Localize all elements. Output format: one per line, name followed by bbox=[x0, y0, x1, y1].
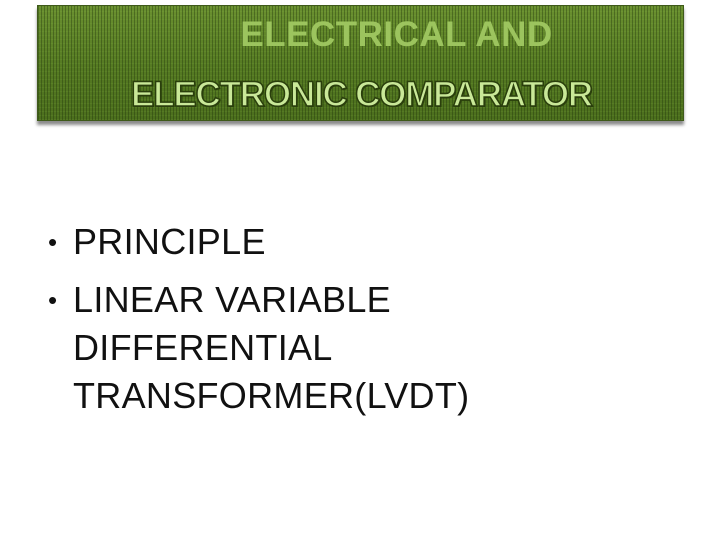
bullet-list bbox=[48, 218, 688, 430]
title-banner bbox=[37, 5, 684, 121]
slide-title-line1: ELECTRICAL AND bbox=[240, 15, 553, 54]
bullet-item-lvdt bbox=[48, 276, 688, 420]
bullet-icon: • bbox=[48, 285, 58, 315]
bullet-text: LINEAR VARIABLE DIFFERENTIAL TRANSFORMER(LVDT) bbox=[73, 279, 470, 416]
bullet-icon: • bbox=[48, 227, 58, 257]
slide-title-line2: ELECTRONIC COMPARATOR bbox=[131, 75, 592, 114]
bullet-item-principle bbox=[48, 218, 688, 266]
bullet-text: PRINCIPLE bbox=[73, 221, 266, 262]
